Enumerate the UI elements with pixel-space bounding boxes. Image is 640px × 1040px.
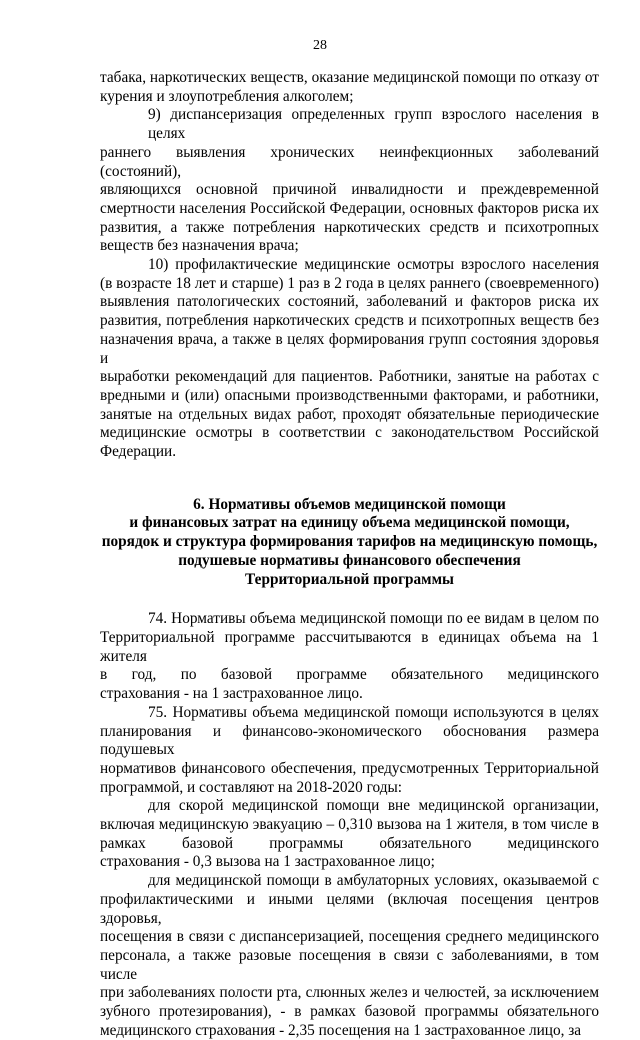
- text-line: являющихся основной причиной инвалидности и преждевременной: [100, 181, 599, 199]
- text-line: (в возрасте 18 лет и старше) 1 раз в 2 года в целях раннего (своевременного): [100, 274, 599, 292]
- text-line: страхования - на 1 застрахованное лицо.: [100, 685, 363, 703]
- text-line: выявления патологических состояний, заболеваний и факторов риска их: [100, 293, 599, 311]
- text-line: нормативов финансового обеспечения, предусмотренных Территориальной: [100, 759, 599, 777]
- paragraph-p_emergency: [100, 797, 599, 872]
- heading-line: и финансовых затрат на единицу объема медицинской помощи,: [129, 514, 570, 532]
- text-line: раннего выявления хронических неинфекционных заболеваний (состояний),: [100, 143, 599, 180]
- text-line: персонала, а также разовые посещения в связи с заболеваниями, в том числе: [100, 946, 599, 983]
- heading-line: Территориальной программы: [245, 570, 454, 588]
- paragraph-cont: [100, 69, 599, 106]
- text-line: развития, а также потребления наркотических средств и психотропных: [100, 218, 599, 236]
- text-line: для медицинской помощи в амбулаторных условиях, оказываемой с: [148, 872, 599, 890]
- paragraph-p10: [100, 256, 599, 462]
- text-line: рамках базовой программы обязательного медицинского: [100, 834, 599, 852]
- text-line: занятые на отдельных видах работ, проходят обязательные периодические: [100, 405, 599, 423]
- text-line: 74. Нормативы объема медицинской помощи по ее видам в целом по: [148, 610, 599, 628]
- text-line: веществ без назначения врача;: [100, 237, 299, 255]
- text-line: программой, и составляют на 2018-2020 годы:: [100, 778, 403, 796]
- text-line: смертности населения Российской Федерации, основных факторов риска их: [100, 199, 599, 217]
- text-line: 10) профилактические медицинские осмотры взрослого населения: [148, 256, 599, 274]
- text-line: профилактическими и иными целями (включая посещения центров здоровья,: [100, 890, 599, 927]
- text-line: включая медицинскую эвакуацию – 0,310 вызова на 1 жителя, в том числе в: [100, 816, 599, 834]
- text-line: развития, потребления наркотических средств и психотропных веществ без: [100, 312, 599, 330]
- text-line: 9) диспансеризация определенных групп взрослого населения в целях: [148, 106, 599, 143]
- text-line: посещения в связи с диспансеризацией, посещения среднего медицинского: [100, 928, 599, 946]
- text-line: медицинского страхования - 2,35 посещения на 1 застрахованное лицо, за: [100, 1021, 582, 1039]
- text-line: табака, наркотических веществ, оказание медицинской помощи по отказу от: [100, 69, 599, 86]
- paragraph-p74: [100, 610, 599, 704]
- text-line: в год, по базовой программе обязательного медицинского: [100, 666, 599, 684]
- body-text: [100, 69, 599, 1040]
- text-line: зубного протезирования), - в рамках базовой программы обязательного: [100, 1003, 599, 1021]
- paragraphs-bottom: [100, 610, 599, 1040]
- text-line: Территориальной программе рассчитываются в единицах объема на 1 жителя: [100, 628, 599, 665]
- paragraphs-top: [100, 69, 599, 462]
- paragraph-p_outpatient: [100, 872, 599, 1040]
- text-line: страхования - 0,3 вызова на 1 застрахованное лицо;: [100, 853, 435, 871]
- text-line: выработки рекомендаций для пациентов. Работники, занятые на работах с: [100, 368, 599, 386]
- text-line: планирования и финансово-экономического обоснования размера подушевых: [100, 722, 599, 759]
- text-line: назначения врача, а также в целях формирования групп состояния здоровья и: [100, 330, 599, 367]
- heading-line: порядок и структура формирования тарифов на медицинскую помощь,: [101, 533, 598, 551]
- text-line: 75. Нормативы объема медицинской помощи используются в целях: [148, 703, 599, 721]
- text-line: вредными и (или) опасными производственными факторами, и работники,: [100, 386, 599, 404]
- paragraph-p75: [100, 704, 599, 798]
- text-line: Федерации.: [100, 443, 177, 461]
- text-line: курения и злоупотребления алкоголем;: [100, 87, 354, 105]
- page-number: 28: [313, 38, 327, 53]
- text-line: при заболеваниях полости рта, слюнных желез и челюстей, за исключением: [100, 984, 599, 1002]
- section-heading: [100, 496, 599, 590]
- paragraph-p9: [100, 106, 599, 256]
- text-line: медицинские осмотры в соответствии с законодательством Российской: [100, 424, 599, 442]
- heading-line: подушевые нормативы финансового обеспечения: [178, 551, 521, 569]
- text-line: для скорой медицинской помощи вне медицинской организации,: [148, 797, 599, 815]
- heading-line: 6. Нормативы объемов медицинской помощи: [193, 495, 506, 513]
